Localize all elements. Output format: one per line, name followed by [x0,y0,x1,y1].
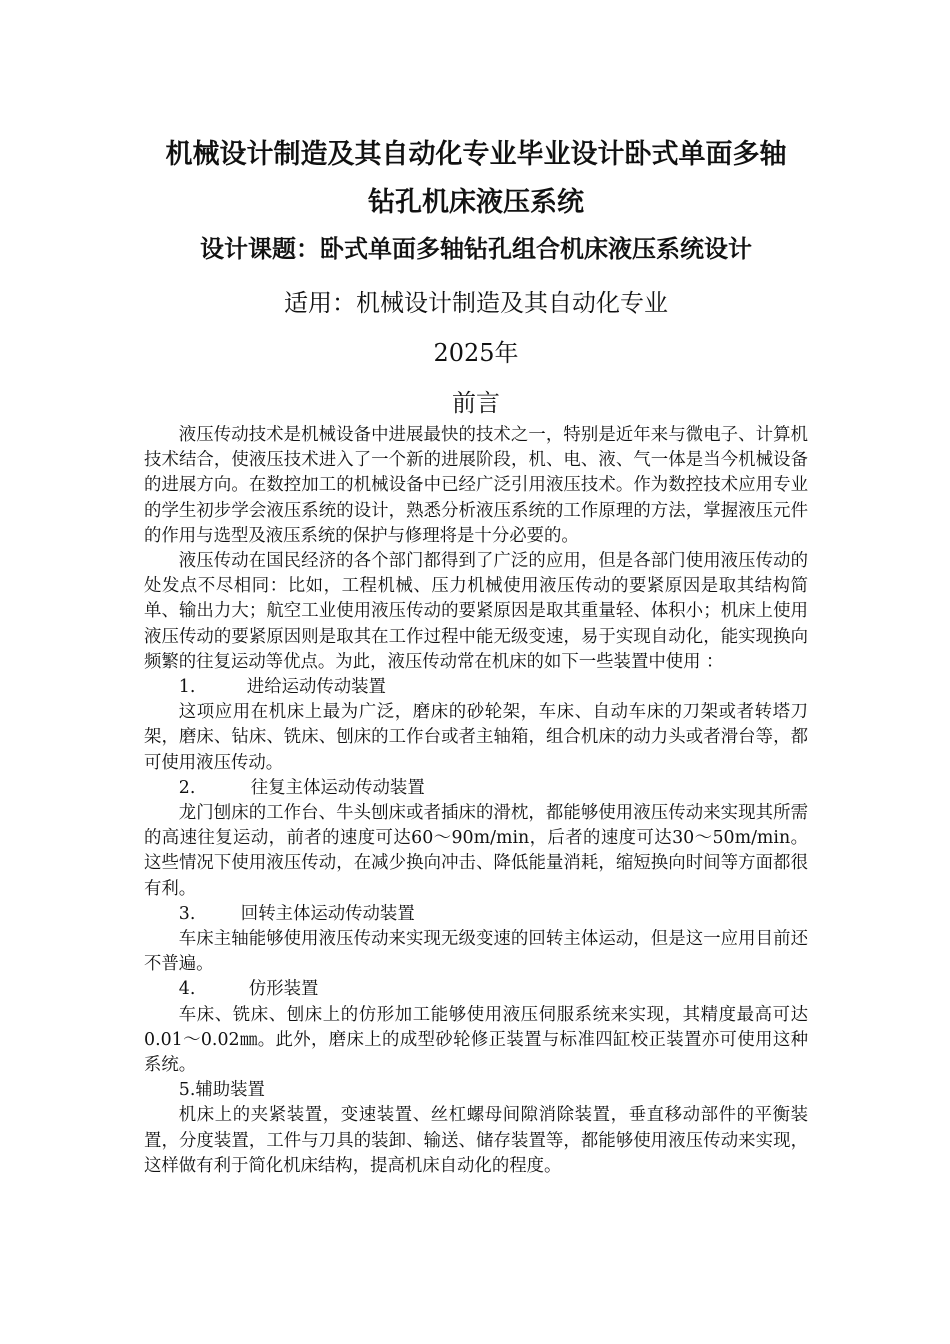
document-page [144,120,808,1179]
list-item-3 [144,902,808,927]
design-subject: 设计课题：卧式单面多轴钻孔组合机床液压系统设计 [200,235,752,263]
preface-heading: 前言 [452,389,500,417]
list-item-1-label: 进给运动传动装置 [246,677,386,698]
document-year: 2025年 [433,339,519,367]
paragraph-4: 龙门刨床的工作台、牛头刨床或者插床的滑枕，都能够使用液压传动来实现其所需的高速往复运动，前者的速度可达60～90m/min，后者的速度可达30～50m/min。这些情况下使用液压传动，在减少换向冲击、降低能量消耗，缩短换向时间等方面都很有利。 [144,803,808,899]
list-item-5: 5.辅助装置 [178,1080,265,1101]
paragraph-1: 液压传动技术是机械设备中进展最快的技术之一，特别是近年来与微电子、计算机技术结合，使液压技术进入了一个新的进展阶段，机、电、液、气一体是当今机械设备的进展方向。在数控加工的机械设备中已经广泛引用液压技术。作为数控技术应用专业的学生初步学会液压系统的设计，熟悉分析液压系统的工作原理的方法，掌握液压元件的作用与选型及液压系统的保护与修理将是十分必要的。 [144,425,808,546]
list-item-2 [144,776,808,801]
list-item-1 [144,675,808,700]
paragraph-3: 这项应用在机床上最为广泛，磨床的砂轮架，车床、自动车床的刀架或者转塔刀架，磨床、钻床、铣床、刨床的工作台或者主轴箱，组合机床的动力头或者滑台等，都可使用液压传动。 [144,702,808,773]
document-title-line-2: 钻孔机床液压系统 [368,187,584,218]
list-item-3-label: 回转主体运动传动装置 [240,903,415,924]
paragraph-7: 机床上的夹紧装置，变速装置、丝杠螺母间隙消除装置，垂直移动部件的平衡装置，分度装置，工件与刀具的装卸、输送、储存装置等，都能够使用液压传动来实现，这样做有利于简化机床结构，提高机床自动化的程度。 [144,1105,808,1176]
list-item-4-number: 4. [178,979,196,1000]
list-item-3-number: 3. [178,903,196,924]
document-body [144,423,808,1179]
list-item-4-label: 仿形装置 [248,979,319,1000]
paragraph-5: 车床主轴能够使用液压传动来实现无级变速的回转主体运动，但是这一应用目前还不普遍。 [144,929,808,975]
list-item-1-number: 1. [178,677,196,698]
list-item-2-number: 2. [178,777,196,798]
paragraph-6: 车床、铣床、刨床上的仿形加工能够使用液压伺服系统来实现，其精度最高可达0.01～0.02㎜。此外，磨床上的成型砂轮修正装置与标准四缸校正装置亦可使用这种系统。 [144,1004,808,1076]
list-item-2-label: 往复主体运动传动装置 [250,777,425,798]
applicable-major: 适用：机械设计制造及其自动化专业 [284,289,668,317]
paragraph-2: 液压传动在国民经济的各个部门都得到了广泛的应用，但是各部门使用液压传动的处发点不尽相同：比如，工程机械、压力机械使用液压传动的要紧原因是取其结构简单、输出力大；航空工业使用液压传动的要紧原因是取其重量轻、体积小；机床上使用液压传动的要紧原因则是取其在工作过程中能无级变速，易于实现自动化，能实现换向频繁的往复运动等优点。为此，液压传动常在机床的如下一些装置中使用 ： [144,551,808,672]
document-title-line-1: 机械设计制造及其自动化专业毕业设计卧式单面多轴 [165,139,787,170]
list-item-4 [144,977,808,1002]
